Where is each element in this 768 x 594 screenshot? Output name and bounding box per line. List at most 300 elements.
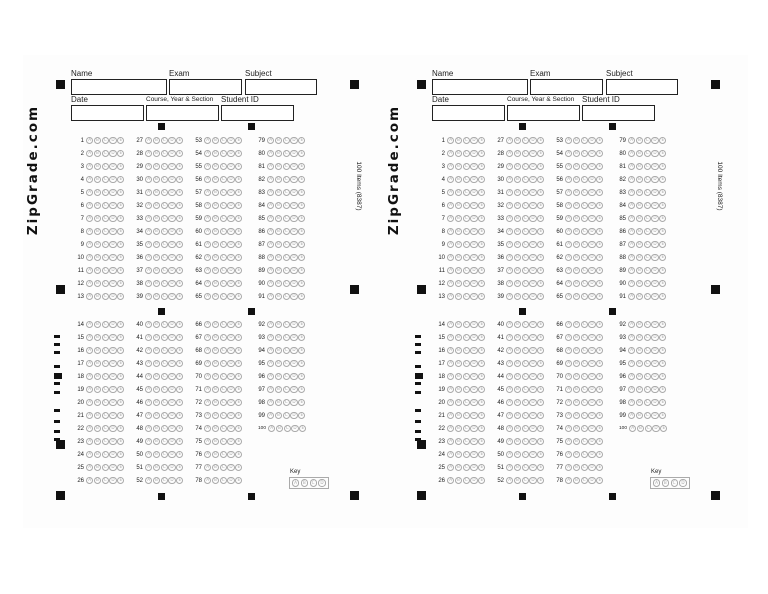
answer-bubble-d[interactable]: D xyxy=(470,189,477,196)
answer-bubble-d[interactable]: D xyxy=(227,399,234,406)
answer-bubble-d[interactable]: D xyxy=(651,215,658,222)
answer-bubble-c[interactable]: C xyxy=(161,438,168,445)
answer-bubble-b[interactable]: B xyxy=(514,321,521,328)
answer-bubble-b[interactable]: B xyxy=(153,189,160,196)
answer-bubble-d[interactable]: D xyxy=(109,163,116,170)
answer-bubble-e[interactable]: E xyxy=(478,241,485,248)
answer-bubble-d[interactable]: D xyxy=(168,334,175,341)
answer-bubble-e[interactable]: E xyxy=(596,189,603,196)
answer-bubble-d[interactable]: D xyxy=(168,412,175,419)
answer-bubble-e[interactable]: E xyxy=(596,386,603,393)
answer-bubble-a[interactable]: A xyxy=(204,334,211,341)
answer-bubble-d[interactable]: D xyxy=(588,241,595,248)
answer-bubble-a[interactable]: A xyxy=(506,228,513,235)
answer-bubble-d[interactable]: D xyxy=(168,293,175,300)
answer-bubble-c[interactable]: C xyxy=(283,267,290,274)
answer-bubble-d[interactable]: D xyxy=(470,412,477,419)
answer-bubble-d[interactable]: D xyxy=(109,477,116,484)
answer-bubble-c[interactable]: C xyxy=(522,425,529,432)
answer-bubble-c[interactable]: C xyxy=(581,163,588,170)
answer-bubble-c[interactable]: C xyxy=(644,215,651,222)
answer-bubble-a[interactable]: A xyxy=(447,451,454,458)
answer-bubble-c[interactable]: C xyxy=(220,451,227,458)
answer-bubble-c[interactable]: C xyxy=(581,464,588,471)
answer-bubble-b[interactable]: B xyxy=(212,438,219,445)
answer-bubble-b[interactable]: B xyxy=(94,215,101,222)
answer-bubble-e[interactable]: E xyxy=(596,334,603,341)
answer-bubble-b[interactable]: B xyxy=(455,360,462,367)
student-id-field[interactable] xyxy=(221,105,294,121)
answer-bubble-c[interactable]: C xyxy=(283,373,290,380)
answer-bubble-b[interactable]: B xyxy=(94,150,101,157)
answer-bubble-a[interactable]: A xyxy=(506,202,513,209)
answer-bubble-b[interactable]: B xyxy=(275,189,282,196)
answer-bubble-c[interactable]: C xyxy=(522,360,529,367)
answer-bubble-c[interactable]: C xyxy=(463,189,470,196)
answer-bubble-c[interactable]: C xyxy=(283,228,290,235)
answer-bubble-c[interactable]: C xyxy=(581,321,588,328)
answer-bubble-e[interactable]: E xyxy=(478,347,485,354)
answer-bubble-e[interactable]: E xyxy=(298,202,305,209)
answer-bubble-b[interactable]: B xyxy=(212,163,219,170)
answer-bubble-c[interactable]: C xyxy=(581,438,588,445)
answer-bubble-d[interactable]: D xyxy=(470,228,477,235)
answer-bubble-b[interactable]: B xyxy=(455,241,462,248)
answer-bubble-b[interactable]: B xyxy=(94,399,101,406)
exam-field[interactable] xyxy=(530,79,603,95)
answer-bubble-a[interactable]: A xyxy=(565,176,572,183)
answer-bubble-b[interactable]: B xyxy=(94,464,101,471)
answer-bubble-a[interactable]: A xyxy=(267,373,274,380)
answer-bubble-d[interactable]: D xyxy=(651,334,658,341)
answer-bubble-b[interactable]: B xyxy=(212,189,219,196)
answer-bubble-c[interactable]: C xyxy=(102,176,109,183)
answer-bubble-e[interactable]: E xyxy=(176,451,183,458)
answer-bubble-a[interactable]: A xyxy=(506,267,513,274)
answer-bubble-b[interactable]: B xyxy=(212,451,219,458)
answer-bubble-c[interactable]: C xyxy=(581,412,588,419)
answer-bubble-b[interactable]: B xyxy=(212,464,219,471)
answer-bubble-b[interactable]: B xyxy=(636,150,643,157)
answer-bubble-e[interactable]: E xyxy=(537,293,544,300)
answer-bubble-c[interactable]: C xyxy=(220,293,227,300)
answer-bubble-d[interactable]: D xyxy=(109,267,116,274)
answer-bubble-a[interactable]: A xyxy=(204,150,211,157)
answer-bubble-d[interactable]: D xyxy=(168,215,175,222)
answer-bubble-a[interactable]: A xyxy=(447,438,454,445)
answer-bubble-d[interactable]: D xyxy=(290,360,297,367)
answer-bubble-a[interactable]: A xyxy=(204,438,211,445)
answer-bubble-a[interactable]: A xyxy=(506,438,513,445)
answer-bubble-d[interactable]: D xyxy=(227,293,234,300)
answer-bubble-d[interactable]: D xyxy=(470,334,477,341)
answer-bubble-c[interactable]: C xyxy=(522,451,529,458)
answer-bubble-a[interactable]: A xyxy=(506,293,513,300)
answer-bubble-d[interactable]: D xyxy=(168,464,175,471)
answer-bubble-a[interactable]: A xyxy=(506,215,513,222)
answer-bubble-e[interactable]: E xyxy=(537,464,544,471)
answer-bubble-a[interactable]: A xyxy=(565,189,572,196)
answer-bubble-a[interactable]: A xyxy=(204,163,211,170)
answer-bubble-d[interactable]: D xyxy=(470,386,477,393)
answer-bubble-b[interactable]: B xyxy=(275,241,282,248)
answer-bubble-a[interactable]: A xyxy=(565,137,572,144)
answer-bubble-b[interactable]: B xyxy=(573,386,580,393)
answer-bubble-b[interactable]: B xyxy=(94,477,101,484)
answer-bubble-c[interactable]: C xyxy=(581,293,588,300)
answer-bubble-a[interactable]: A xyxy=(506,347,513,354)
answer-bubble-b[interactable]: B xyxy=(514,477,521,484)
answer-bubble-a[interactable]: A xyxy=(145,451,152,458)
answer-bubble-d[interactable]: D xyxy=(168,267,175,274)
answer-bubble-a[interactable]: A xyxy=(267,360,274,367)
answer-bubble-c[interactable]: C xyxy=(102,438,109,445)
answer-bubble-c[interactable]: C xyxy=(581,267,588,274)
answer-bubble-c[interactable]: C xyxy=(102,386,109,393)
answer-bubble-e[interactable]: E xyxy=(176,202,183,209)
answer-bubble-d[interactable]: D xyxy=(529,202,536,209)
answer-bubble-b[interactable]: B xyxy=(275,373,282,380)
answer-bubble-a[interactable]: A xyxy=(447,176,454,183)
answer-bubble-c[interactable]: C xyxy=(283,254,290,261)
answer-bubble-c[interactable]: C xyxy=(102,254,109,261)
answer-bubble-a[interactable]: A xyxy=(506,412,513,419)
answer-bubble-a[interactable]: A xyxy=(565,321,572,328)
answer-bubble-b[interactable]: B xyxy=(514,150,521,157)
answer-bubble-d[interactable]: D xyxy=(109,241,116,248)
answer-bubble-e[interactable]: E xyxy=(176,241,183,248)
answer-bubble-d[interactable]: D xyxy=(588,137,595,144)
answer-bubble-b[interactable]: B xyxy=(455,280,462,287)
answer-bubble-e[interactable]: E xyxy=(596,399,603,406)
answer-bubble-a[interactable]: A xyxy=(565,399,572,406)
answer-bubble-b[interactable]: B xyxy=(514,163,521,170)
answer-bubble-d[interactable]: D xyxy=(227,425,234,432)
answer-bubble-b[interactable]: B xyxy=(514,280,521,287)
answer-bubble-b[interactable]: B xyxy=(94,293,101,300)
answer-bubble-b[interactable]: B xyxy=(94,386,101,393)
answer-bubble-c[interactable]: C xyxy=(102,425,109,432)
key-bubble-d[interactable]: D xyxy=(679,479,686,486)
key-bubble-c[interactable]: C xyxy=(671,479,678,486)
answer-bubble-b[interactable]: B xyxy=(153,215,160,222)
answer-bubble-c[interactable]: C xyxy=(522,321,529,328)
answer-bubble-b[interactable]: B xyxy=(94,280,101,287)
key-bubble-a[interactable]: A xyxy=(292,479,299,486)
answer-bubble-c[interactable]: C xyxy=(463,254,470,261)
answer-bubble-b[interactable]: B xyxy=(94,241,101,248)
answer-bubble-c[interactable]: C xyxy=(161,347,168,354)
answer-bubble-a[interactable]: A xyxy=(628,241,635,248)
answer-bubble-e[interactable]: E xyxy=(117,293,124,300)
answer-bubble-d[interactable]: D xyxy=(529,241,536,248)
answer-bubble-a[interactable]: A xyxy=(447,425,454,432)
answer-bubble-a[interactable]: A xyxy=(145,412,152,419)
answer-bubble-e[interactable]: E xyxy=(235,360,242,367)
answer-bubble-a[interactable]: A xyxy=(204,280,211,287)
answer-bubble-c[interactable]: C xyxy=(102,241,109,248)
answer-bubble-a[interactable]: A xyxy=(628,293,635,300)
answer-bubble-b[interactable]: B xyxy=(455,163,462,170)
answer-bubble-b[interactable]: B xyxy=(153,176,160,183)
answer-bubble-a[interactable]: A xyxy=(145,267,152,274)
answer-bubble-a[interactable]: A xyxy=(204,176,211,183)
answer-bubble-d[interactable]: D xyxy=(168,189,175,196)
answer-bubble-b[interactable]: B xyxy=(153,477,160,484)
answer-bubble-e[interactable]: E xyxy=(117,163,124,170)
answer-bubble-c[interactable]: C xyxy=(283,241,290,248)
answer-bubble-e[interactable]: E xyxy=(596,464,603,471)
answer-bubble-b[interactable]: B xyxy=(573,399,580,406)
answer-bubble-c[interactable]: C xyxy=(161,267,168,274)
answer-bubble-e[interactable]: E xyxy=(235,150,242,157)
answer-bubble-e[interactable]: E xyxy=(478,373,485,380)
answer-bubble-e[interactable]: E xyxy=(478,451,485,458)
answer-bubble-b[interactable]: B xyxy=(636,334,643,341)
answer-bubble-e[interactable]: E xyxy=(537,215,544,222)
answer-bubble-c[interactable]: C xyxy=(644,360,651,367)
answer-bubble-e[interactable]: E xyxy=(235,163,242,170)
answer-bubble-d[interactable]: D xyxy=(168,176,175,183)
answer-bubble-a[interactable]: A xyxy=(145,228,152,235)
answer-bubble-c[interactable]: C xyxy=(283,347,290,354)
answer-bubble-a[interactable]: A xyxy=(628,163,635,170)
answer-bubble-b[interactable]: B xyxy=(275,280,282,287)
answer-bubble-a[interactable]: A xyxy=(447,254,454,261)
answer-bubble-e[interactable]: E xyxy=(537,412,544,419)
answer-bubble-c[interactable]: C xyxy=(102,399,109,406)
answer-bubble-c[interactable]: C xyxy=(161,137,168,144)
answer-bubble-a[interactable]: A xyxy=(86,176,93,183)
answer-bubble-d[interactable]: D xyxy=(529,163,536,170)
answer-bubble-d[interactable]: D xyxy=(470,202,477,209)
answer-bubble-a[interactable]: A xyxy=(506,425,513,432)
subject-field[interactable] xyxy=(245,79,317,95)
answer-bubble-b[interactable]: B xyxy=(573,451,580,458)
answer-bubble-e[interactable]: E xyxy=(235,334,242,341)
answer-bubble-e[interactable]: E xyxy=(659,334,666,341)
answer-bubble-b[interactable]: B xyxy=(573,215,580,222)
answer-bubble-d[interactable]: D xyxy=(529,228,536,235)
answer-bubble-c[interactable]: C xyxy=(522,477,529,484)
answer-bubble-c[interactable]: C xyxy=(645,425,652,432)
answer-bubble-b[interactable]: B xyxy=(455,321,462,328)
answer-bubble-e[interactable]: E xyxy=(596,241,603,248)
answer-bubble-d[interactable]: D xyxy=(651,360,658,367)
answer-bubble-b[interactable]: B xyxy=(636,241,643,248)
answer-bubble-e[interactable]: E xyxy=(298,386,305,393)
answer-bubble-d[interactable]: D xyxy=(651,412,658,419)
answer-bubble-d[interactable]: D xyxy=(227,347,234,354)
answer-bubble-e[interactable]: E xyxy=(117,321,124,328)
answer-bubble-d[interactable]: D xyxy=(109,451,116,458)
answer-bubble-a[interactable]: A xyxy=(565,451,572,458)
answer-bubble-e[interactable]: E xyxy=(235,425,242,432)
answer-bubble-b[interactable]: B xyxy=(514,334,521,341)
answer-bubble-e[interactable]: E xyxy=(537,386,544,393)
answer-bubble-b[interactable]: B xyxy=(636,228,643,235)
answer-bubble-a[interactable]: A xyxy=(204,267,211,274)
answer-bubble-a[interactable]: A xyxy=(204,254,211,261)
answer-bubble-a[interactable]: A xyxy=(565,477,572,484)
answer-bubble-a[interactable]: A xyxy=(86,321,93,328)
answer-bubble-a[interactable]: A xyxy=(267,215,274,222)
answer-bubble-d[interactable]: D xyxy=(290,293,297,300)
answer-bubble-b[interactable]: B xyxy=(455,464,462,471)
answer-bubble-b[interactable]: B xyxy=(275,347,282,354)
answer-bubble-e[interactable]: E xyxy=(298,254,305,261)
answer-bubble-d[interactable]: D xyxy=(470,451,477,458)
answer-bubble-c[interactable]: C xyxy=(463,163,470,170)
answer-bubble-e[interactable]: E xyxy=(117,412,124,419)
answer-bubble-d[interactable]: D xyxy=(168,347,175,354)
answer-bubble-d[interactable]: D xyxy=(529,360,536,367)
answer-bubble-c[interactable]: C xyxy=(220,412,227,419)
answer-bubble-b[interactable]: B xyxy=(153,254,160,261)
answer-bubble-e[interactable]: E xyxy=(298,228,305,235)
answer-bubble-c[interactable]: C xyxy=(102,293,109,300)
answer-bubble-d[interactable]: D xyxy=(290,267,297,274)
answer-bubble-c[interactable]: C xyxy=(581,347,588,354)
answer-bubble-a[interactable]: A xyxy=(506,386,513,393)
answer-bubble-c[interactable]: C xyxy=(581,280,588,287)
answer-bubble-a[interactable]: A xyxy=(267,176,274,183)
answer-bubble-a[interactable]: A xyxy=(506,360,513,367)
answer-bubble-b[interactable]: B xyxy=(573,228,580,235)
answer-bubble-a[interactable]: A xyxy=(447,189,454,196)
answer-bubble-c[interactable]: C xyxy=(161,399,168,406)
answer-bubble-e[interactable]: E xyxy=(478,267,485,274)
answer-bubble-c[interactable]: C xyxy=(522,267,529,274)
answer-bubble-c[interactable]: C xyxy=(220,150,227,157)
answer-bubble-d[interactable]: D xyxy=(588,293,595,300)
answer-bubble-e[interactable]: E xyxy=(537,150,544,157)
answer-bubble-d[interactable]: D xyxy=(227,176,234,183)
answer-bubble-b[interactable]: B xyxy=(275,293,282,300)
answer-bubble-b[interactable]: B xyxy=(153,412,160,419)
answer-bubble-a[interactable]: A xyxy=(506,321,513,328)
answer-bubble-b[interactable]: B xyxy=(573,163,580,170)
answer-bubble-c[interactable]: C xyxy=(581,189,588,196)
answer-bubble-c[interactable]: C xyxy=(161,254,168,261)
answer-bubble-b[interactable]: B xyxy=(636,163,643,170)
answer-bubble-d[interactable]: D xyxy=(588,228,595,235)
answer-bubble-d[interactable]: D xyxy=(227,241,234,248)
answer-bubble-d[interactable]: D xyxy=(588,373,595,380)
answer-bubble-d[interactable]: D xyxy=(290,215,297,222)
answer-bubble-d[interactable]: D xyxy=(290,412,297,419)
answer-bubble-b[interactable]: B xyxy=(212,150,219,157)
answer-bubble-c[interactable]: C xyxy=(102,215,109,222)
answer-bubble-e[interactable]: E xyxy=(478,386,485,393)
answer-bubble-c[interactable]: C xyxy=(220,241,227,248)
answer-bubble-e[interactable]: E xyxy=(596,321,603,328)
answer-bubble-d[interactable]: D xyxy=(109,386,116,393)
answer-bubble-e[interactable]: E xyxy=(596,438,603,445)
answer-bubble-b[interactable]: B xyxy=(94,360,101,367)
answer-bubble-c[interactable]: C xyxy=(522,215,529,222)
answer-bubble-c[interactable]: C xyxy=(102,228,109,235)
key-bubble-a[interactable]: A xyxy=(653,479,660,486)
answer-bubble-c[interactable]: C xyxy=(522,228,529,235)
answer-bubble-e[interactable]: E xyxy=(176,321,183,328)
answer-bubble-a[interactable]: A xyxy=(565,360,572,367)
answer-bubble-a[interactable]: A xyxy=(628,150,635,157)
answer-bubble-d[interactable]: D xyxy=(109,425,116,432)
answer-bubble-a[interactable]: A xyxy=(204,321,211,328)
answer-bubble-e[interactable]: E xyxy=(298,241,305,248)
answer-bubble-a[interactable]: A xyxy=(628,202,635,209)
answer-bubble-b[interactable]: B xyxy=(573,438,580,445)
answer-bubble-d[interactable]: D xyxy=(168,202,175,209)
answer-bubble-e[interactable]: E xyxy=(176,347,183,354)
answer-bubble-a[interactable]: A xyxy=(506,163,513,170)
answer-bubble-e[interactable]: E xyxy=(235,280,242,287)
answer-bubble-d[interactable]: D xyxy=(290,176,297,183)
answer-bubble-a[interactable]: A xyxy=(86,386,93,393)
answer-bubble-e[interactable]: E xyxy=(235,241,242,248)
answer-bubble-b[interactable]: B xyxy=(514,137,521,144)
answer-bubble-b[interactable]: B xyxy=(573,202,580,209)
answer-bubble-d[interactable]: D xyxy=(168,228,175,235)
answer-bubble-a[interactable]: A xyxy=(447,347,454,354)
answer-bubble-c[interactable]: C xyxy=(644,150,651,157)
answer-bubble-c[interactable]: C xyxy=(644,163,651,170)
answer-bubble-a[interactable]: A xyxy=(447,386,454,393)
answer-bubble-d[interactable]: D xyxy=(588,386,595,393)
answer-bubble-c[interactable]: C xyxy=(161,321,168,328)
answer-bubble-e[interactable]: E xyxy=(596,176,603,183)
answer-bubble-b[interactable]: B xyxy=(94,425,101,432)
answer-bubble-a[interactable]: A xyxy=(86,267,93,274)
answer-bubble-e[interactable]: E xyxy=(537,228,544,235)
answer-bubble-e[interactable]: E xyxy=(478,254,485,261)
answer-bubble-c[interactable]: C xyxy=(220,189,227,196)
answer-bubble-c[interactable]: C xyxy=(102,280,109,287)
answer-bubble-c[interactable]: C xyxy=(220,334,227,341)
answer-bubble-b[interactable]: B xyxy=(636,360,643,367)
answer-bubble-c[interactable]: C xyxy=(463,477,470,484)
answer-bubble-a[interactable]: A xyxy=(628,399,635,406)
answer-bubble-c[interactable]: C xyxy=(102,360,109,367)
answer-bubble-b[interactable]: B xyxy=(636,321,643,328)
answer-bubble-a[interactable]: A xyxy=(447,215,454,222)
answer-bubble-e[interactable]: E xyxy=(659,386,666,393)
answer-bubble-b[interactable]: B xyxy=(153,228,160,235)
answer-bubble-b[interactable]: B xyxy=(212,202,219,209)
answer-bubble-d[interactable]: D xyxy=(109,360,116,367)
answer-bubble-d[interactable]: D xyxy=(588,254,595,261)
answer-bubble-e[interactable]: E xyxy=(659,241,666,248)
answer-bubble-d[interactable]: D xyxy=(109,228,116,235)
answer-bubble-e[interactable]: E xyxy=(298,293,305,300)
answer-bubble-a[interactable]: A xyxy=(506,254,513,261)
answer-bubble-b[interactable]: B xyxy=(455,176,462,183)
answer-bubble-e[interactable]: E xyxy=(176,137,183,144)
answer-bubble-c[interactable]: C xyxy=(522,280,529,287)
answer-bubble-a[interactable]: A xyxy=(204,347,211,354)
answer-bubble-a[interactable]: A xyxy=(447,399,454,406)
answer-bubble-d[interactable]: D xyxy=(588,438,595,445)
answer-bubble-e[interactable]: E xyxy=(235,176,242,183)
answer-bubble-c[interactable]: C xyxy=(463,241,470,248)
answer-bubble-c[interactable]: C xyxy=(161,360,168,367)
answer-bubble-c[interactable]: C xyxy=(644,399,651,406)
answer-bubble-a[interactable]: A xyxy=(447,280,454,287)
answer-bubble-e[interactable]: E xyxy=(596,347,603,354)
answer-bubble-a[interactable]: A xyxy=(267,347,274,354)
answer-bubble-c[interactable]: C xyxy=(161,373,168,380)
